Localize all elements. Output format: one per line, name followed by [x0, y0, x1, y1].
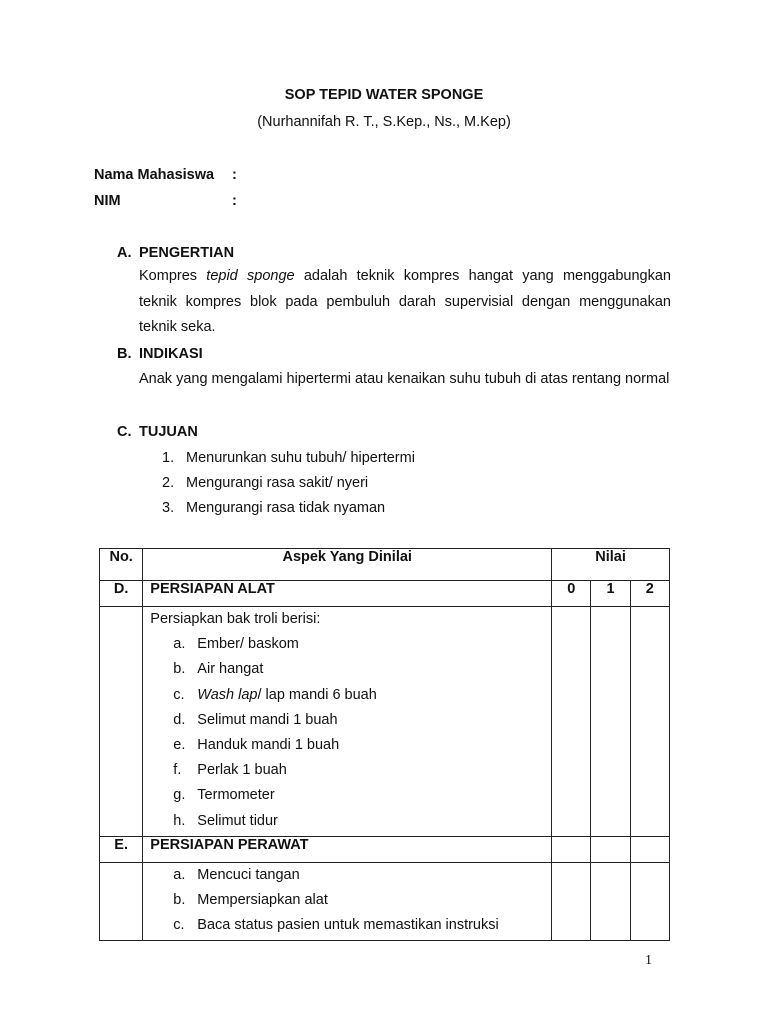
- list-item-text: Selimut tidur: [197, 812, 278, 829]
- document-author: (Nurhannifah R. T., S.Kep., Ns., M.Kep): [257, 114, 511, 130]
- list-item-letter: a.: [173, 636, 186, 653]
- table-row: [100, 607, 670, 837]
- list-item: [150, 913, 551, 938]
- section-a-text-start: Kompres: [139, 268, 207, 284]
- score-cell[interactable]: [630, 862, 669, 941]
- empty-cell: [630, 836, 669, 862]
- section-b-title: INDIKASI: [139, 346, 203, 362]
- list-item: [150, 863, 551, 888]
- list-item-text: / lap mandi 6 buah: [257, 686, 377, 703]
- list-item-text: Handuk mandi 1 buah: [197, 737, 340, 754]
- list-item-text: Menurunkan suhu tubuh/ hipertermi: [186, 450, 415, 466]
- list-item-text: Mengurangi rasa tidak nyaman: [186, 500, 386, 516]
- list-item: [162, 500, 385, 516]
- section-a-text-end: adalah teknik kompres hangat yang menggabungkan teknik kompres blok pada pembuluh darah supervisial dengan menggunakan teknik seka.: [139, 268, 671, 335]
- list-item: [150, 733, 551, 758]
- empty-cell: [100, 862, 143, 941]
- list-item: [150, 783, 551, 808]
- section-c-letter: C.: [117, 424, 132, 440]
- section-a-letter: A.: [117, 245, 132, 261]
- list-item: [162, 450, 415, 466]
- list-item-letter: h.: [173, 812, 186, 829]
- list-item: [150, 632, 551, 657]
- table-header-row: [100, 549, 670, 581]
- list-item-number: 1.: [162, 450, 175, 466]
- page-number: 1: [645, 953, 652, 968]
- empty-cell: [591, 836, 630, 862]
- section-d-no: D.: [100, 581, 143, 607]
- list-item-text: Mencuci tangan: [197, 866, 300, 883]
- list-item-letter: c.: [173, 917, 185, 934]
- table-section-row-e: [100, 836, 670, 862]
- score-cell[interactable]: [552, 862, 591, 941]
- list-item-number: 2.: [162, 475, 175, 491]
- student-id-label: NIM: [94, 193, 121, 209]
- score-cell[interactable]: [591, 607, 630, 837]
- list-item-text: Air hangat: [197, 661, 264, 678]
- list-item-letter: b.: [173, 661, 186, 678]
- section-a-text: [139, 264, 671, 341]
- section-b-text: Anak yang mengalami hipertermi atau kenaikan suhu tubuh di atas rentang normal: [139, 371, 670, 387]
- list-item-letter: a.: [173, 866, 186, 883]
- score-col-0: 0: [552, 581, 591, 607]
- score-cell[interactable]: [630, 607, 669, 837]
- score-cell[interactable]: [552, 607, 591, 837]
- list-item-emphasis: Wash lap: [197, 686, 258, 703]
- list-item: [150, 758, 551, 783]
- section-b-letter: B.: [117, 346, 132, 362]
- list-item-text: Termometer: [197, 787, 275, 804]
- score-col-1: 1: [591, 581, 630, 607]
- student-name-label: Nama Mahasiswa: [94, 167, 215, 183]
- section-d-title: PERSIAPAN ALAT: [143, 581, 552, 607]
- list-item-letter: g.: [173, 787, 186, 804]
- list-item-text: Perlak 1 buah: [197, 762, 287, 779]
- assessment-table: [99, 548, 670, 941]
- list-item-text: Ember/ baskom: [197, 636, 299, 653]
- table-section-row-d: [100, 581, 670, 607]
- header-aspect: Aspek Yang Dinilai: [143, 549, 552, 581]
- list-item-text: Baca status pasien untuk memastikan instruksi: [197, 917, 499, 934]
- list-item-letter: e.: [173, 737, 186, 754]
- list-item-text: Mengurangi rasa sakit/ nyeri: [186, 475, 369, 491]
- list-item: [162, 475, 368, 491]
- section-e-title: PERSIAPAN PERAWAT: [143, 836, 552, 862]
- list-item: [150, 888, 551, 913]
- section-a-title: PENGERTIAN: [139, 245, 235, 261]
- list-item-letter: f.: [173, 762, 182, 779]
- student-id-colon: :: [232, 193, 237, 209]
- list-item-number: 3.: [162, 500, 175, 516]
- list-item-text: Selimut mandi 1 buah: [197, 711, 338, 728]
- list-item-letter: d.: [173, 711, 186, 728]
- list-item: [150, 683, 551, 708]
- section-e-items: [143, 862, 552, 941]
- list-item: [150, 708, 551, 733]
- header-score: Nilai: [552, 549, 670, 581]
- empty-cell: [552, 836, 591, 862]
- list-item-text: Mempersiapkan alat: [197, 892, 328, 909]
- section-d-intro: Persiapkan bak troli berisi:: [150, 611, 321, 627]
- empty-cell: [100, 607, 143, 837]
- list-item: [150, 809, 551, 834]
- header-no: No.: [100, 549, 143, 581]
- score-col-2: 2: [630, 581, 669, 607]
- table-row: [100, 862, 670, 941]
- section-c-title: TUJUAN: [139, 424, 198, 440]
- section-d-items: [143, 607, 552, 837]
- section-a-text-emphasis: tepid sponge: [206, 268, 295, 284]
- score-cell[interactable]: [591, 862, 630, 941]
- list-item-letter: c.: [173, 686, 185, 703]
- section-e-no: E.: [100, 836, 143, 862]
- list-item: [150, 657, 551, 682]
- document-title: SOP TEPID WATER SPONGE: [284, 87, 484, 103]
- student-name-colon: :: [232, 167, 237, 183]
- list-item-letter: b.: [173, 892, 186, 909]
